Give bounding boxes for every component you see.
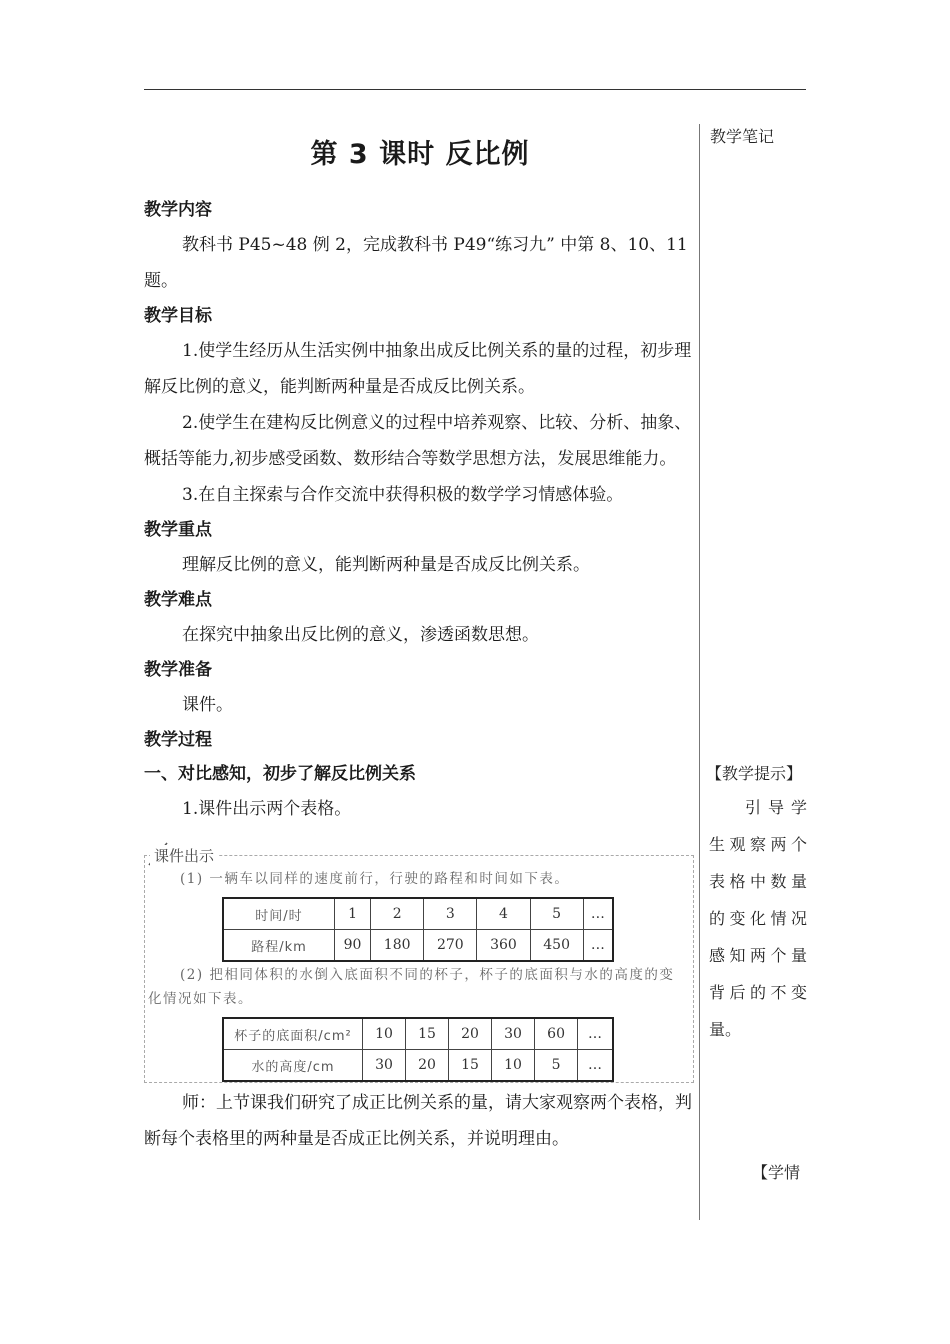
table-cell: 3 xyxy=(424,898,477,930)
difficult-text: 在探究中抽象出反比例的意义，渗透函数思想。 xyxy=(182,625,539,645)
tip-line: 引导学 xyxy=(745,798,807,817)
tip-line: 量。 xyxy=(709,1020,742,1039)
next-note-heading: 【学情 xyxy=(752,1163,801,1182)
prep-heading: 教学准备 xyxy=(144,660,212,680)
table-row xyxy=(223,1018,613,1050)
table-cell: 20 xyxy=(406,1050,449,1082)
table-row-label: 水的高度/cm xyxy=(223,1050,363,1082)
content-heading: 教学内容 xyxy=(144,200,212,220)
question-2: (2) 把相同体积的水倒入底面积不同的杯子，杯子的底面积与水的高度的变化情况如下表。 xyxy=(148,967,675,1007)
table-cell: … xyxy=(578,1018,613,1050)
table-cell: 5 xyxy=(530,898,583,930)
table-cell: 20 xyxy=(449,1018,492,1050)
key-text: 理解反比例的意义，能判断两种量是否成反比例关系。 xyxy=(182,555,590,575)
margin-divider xyxy=(699,124,700,1220)
header-rule xyxy=(144,89,806,90)
teacher-text: 师：上节课我们研究了成正比例关系的量，请大家观察两个表格，判断每个表格里的两种量是否成正比例关系，并说明理由。 xyxy=(144,1093,692,1149)
table-row-label: 时间/时 xyxy=(223,898,335,930)
table-cell: 15 xyxy=(406,1018,449,1050)
tip-line: 感知两个量 xyxy=(709,946,807,965)
table-cell: 30 xyxy=(363,1050,406,1082)
tip-line: 背后的不变 xyxy=(709,983,807,1002)
table-cell: 1 xyxy=(335,898,371,930)
table-cell: 270 xyxy=(424,930,477,962)
table-cell: 5 xyxy=(535,1050,578,1082)
table-cell: 10 xyxy=(492,1050,535,1082)
table-cell: … xyxy=(583,930,613,962)
key-heading: 教学重点 xyxy=(144,520,212,540)
table-cell: 10 xyxy=(363,1018,406,1050)
goal-3: 3.在自主探索与合作交流中获得积极的数学学习情感体验。 xyxy=(182,485,624,505)
goal-2: 2.使学生在建构反比例意义的过程中培养观察、比较、分析、抽象、概括等能力,初步感受函数、数形结合等数学思想方法，发展思维能力。 xyxy=(144,413,692,469)
part1-heading: 一、对比感知，初步了解反比例关系 xyxy=(144,764,416,784)
table-cell: … xyxy=(578,1050,613,1082)
table-cell: 90 xyxy=(335,930,371,962)
process-heading: 教学过程 xyxy=(144,730,212,750)
table-row xyxy=(223,898,613,930)
table-cell: 4 xyxy=(477,898,530,930)
step-1: 1.课件出示两个表格。 xyxy=(182,799,352,819)
prep-text: 课件。 xyxy=(182,695,233,715)
tip-text xyxy=(709,789,807,1048)
time-distance-table xyxy=(222,897,614,962)
table-row-label: 路程/km xyxy=(223,930,335,962)
area-height-table xyxy=(222,1017,614,1082)
table-row-label: 杯子的底面积/cm² xyxy=(223,1018,363,1050)
tip-line: 生观察两个 xyxy=(709,835,807,854)
table-row xyxy=(223,930,613,962)
table-row xyxy=(223,1050,613,1082)
tip-heading: 【教学提示】 xyxy=(706,764,803,783)
goal-1: 1.使学生经历从生活实例中抽象出成反比例关系的量的过程，初步理解反比例的意义，能判断两种量是否成反比例关系。 xyxy=(144,341,692,397)
table-cell: 30 xyxy=(492,1018,535,1050)
page-title: 第 3 课时 反比例 xyxy=(310,139,530,170)
table-cell: 360 xyxy=(477,930,530,962)
courseware-label: 课件出示 xyxy=(150,845,218,866)
notes-heading: 教学笔记 xyxy=(710,127,775,146)
tip-line: 表格中数量 xyxy=(709,872,807,891)
question-1: (1) 一辆车以同样的速度前行，行驶的路程和时间如下表。 xyxy=(180,871,570,887)
goals-heading: 教学目标 xyxy=(144,306,212,326)
courseware-panel xyxy=(144,837,696,1073)
table-cell: 60 xyxy=(535,1018,578,1050)
tip-line: 的变化情况 xyxy=(709,909,807,928)
table-cell: 180 xyxy=(371,930,424,962)
table-cell: … xyxy=(583,898,613,930)
content-text: 教科书 P45~48 例 2，完成教科书 P49“练习九” 中第 8、10、11 题。 xyxy=(144,235,688,291)
table-cell: 15 xyxy=(449,1050,492,1082)
difficult-heading: 教学难点 xyxy=(144,590,212,610)
table-cell: 450 xyxy=(530,930,583,962)
table-cell: 2 xyxy=(371,898,424,930)
lesson-body xyxy=(144,122,696,1157)
